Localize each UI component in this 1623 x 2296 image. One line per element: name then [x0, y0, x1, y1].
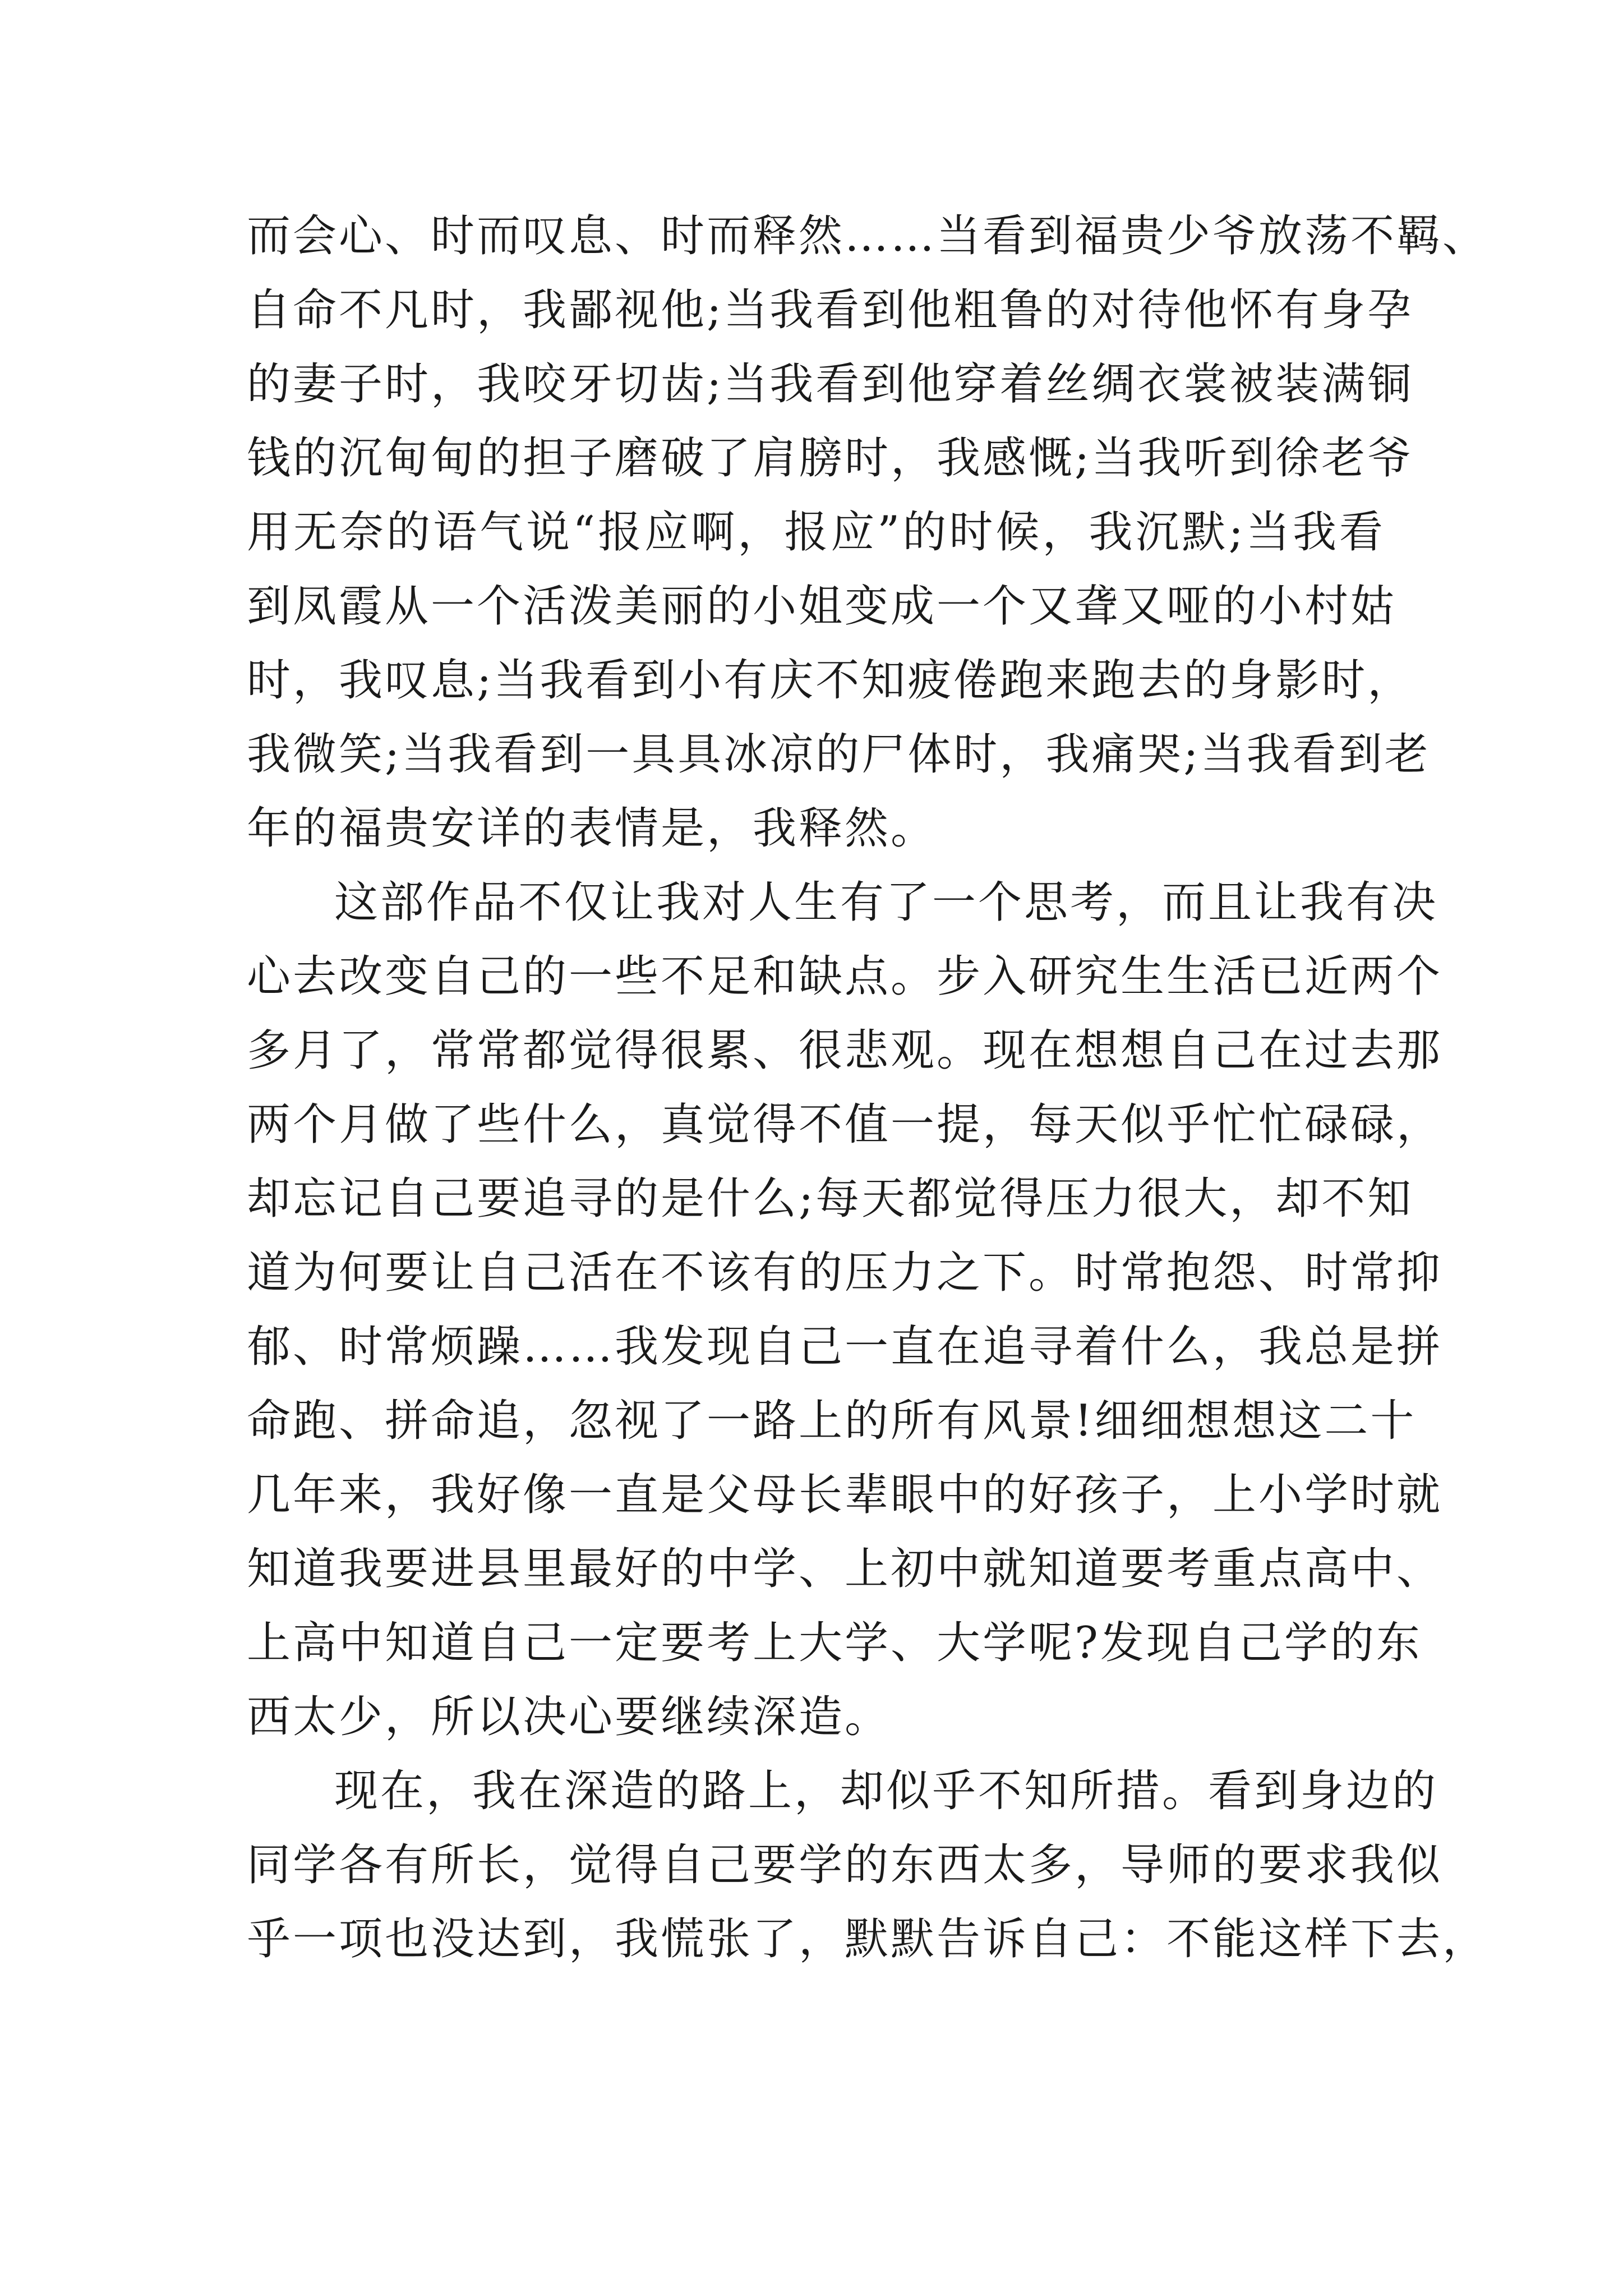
body-text: [247, 199, 1489, 1976]
text-line: 到凤霞从一个活泼美丽的小姐变成一个又聋又哑的小村姑: [247, 581, 1397, 632]
text-line: 多月了，常常都觉得很累、很悲观。现在想想自己在过去那: [247, 1025, 1443, 1076]
text-line: 的妻子时，我咬牙切齿;当我看到他穿着丝绸衣裳被装满铜: [247, 359, 1414, 409]
text-line: 道为何要让自己活在不该有的压力之下。时常抱怨、时常抑: [247, 1248, 1443, 1298]
text-line: 心去改变自己的一些不足和缺点。步入研究生生活已近两个: [247, 951, 1443, 1002]
text-line: 时，我叹息;当我看到小有庆不知疲倦跑来跑去的身影时，: [247, 655, 1414, 706]
text-line: 我微笑;当我看到一具具冰凉的尸体时，我痛哭;当我看到老: [247, 729, 1431, 780]
text-line: 乎一项也没达到，我慌张了，默默告诉自己：不能这样下去，: [247, 1914, 1489, 1964]
text-line: 命跑、拼命追，忽视了一路上的所有风景!细细想想这二十: [247, 1396, 1417, 1446]
text-line: 这部作品不仅让我对人生有了一个思考，而且让我有决: [334, 877, 1438, 928]
text-line: 钱的沉甸甸的担子磨破了肩膀时，我感慨;当我听到徐老爷: [247, 433, 1414, 484]
text-line: 现在，我在深造的路上，却似乎不知所措。看到身边的: [334, 1766, 1438, 1816]
text-line: 同学各有所长，觉得自己要学的东西太多，导师的要求我似: [247, 1840, 1443, 1890]
text-line: 两个月做了些什么，真觉得不值一提，每天似乎忙忙碌碌，: [247, 1099, 1443, 1150]
text-line: 上高中知道自己一定要考上大学、大学呢?发现自己学的东: [247, 1618, 1422, 1668]
text-line: 用无奈的语气说“报应啊，报应”的时候，我沉默;当我看: [247, 507, 1385, 558]
text-line: 自命不凡时，我鄙视他;当我看到他粗鲁的对待他怀有身孕: [247, 285, 1414, 335]
text-line: 而会心、时而叹息、时而释然……当看到福贵少爷放荡不羁、: [247, 211, 1489, 261]
text-line: 几年来，我好像一直是父母长辈眼中的好孩子，上小学时就: [247, 1470, 1443, 1520]
text-line: 郁、时常烦躁……我发现自己一直在追寻着什么，我总是拼: [247, 1322, 1443, 1372]
paragraph-3: [247, 1754, 1489, 1976]
text-line: 却忘记自己要追寻的是什么;每天都觉得压力很大，却不知: [247, 1174, 1414, 1224]
paragraph-1: [247, 199, 1489, 866]
text-line: 西太少，所以决心要继续深造。: [247, 1692, 891, 1742]
paragraph-2: [247, 866, 1443, 1754]
text-line: 知道我要进县里最好的中学、上初中就知道要考重点高中、: [247, 1544, 1443, 1594]
text-line: 年的福贵安详的表情是，我释然。: [247, 803, 937, 854]
